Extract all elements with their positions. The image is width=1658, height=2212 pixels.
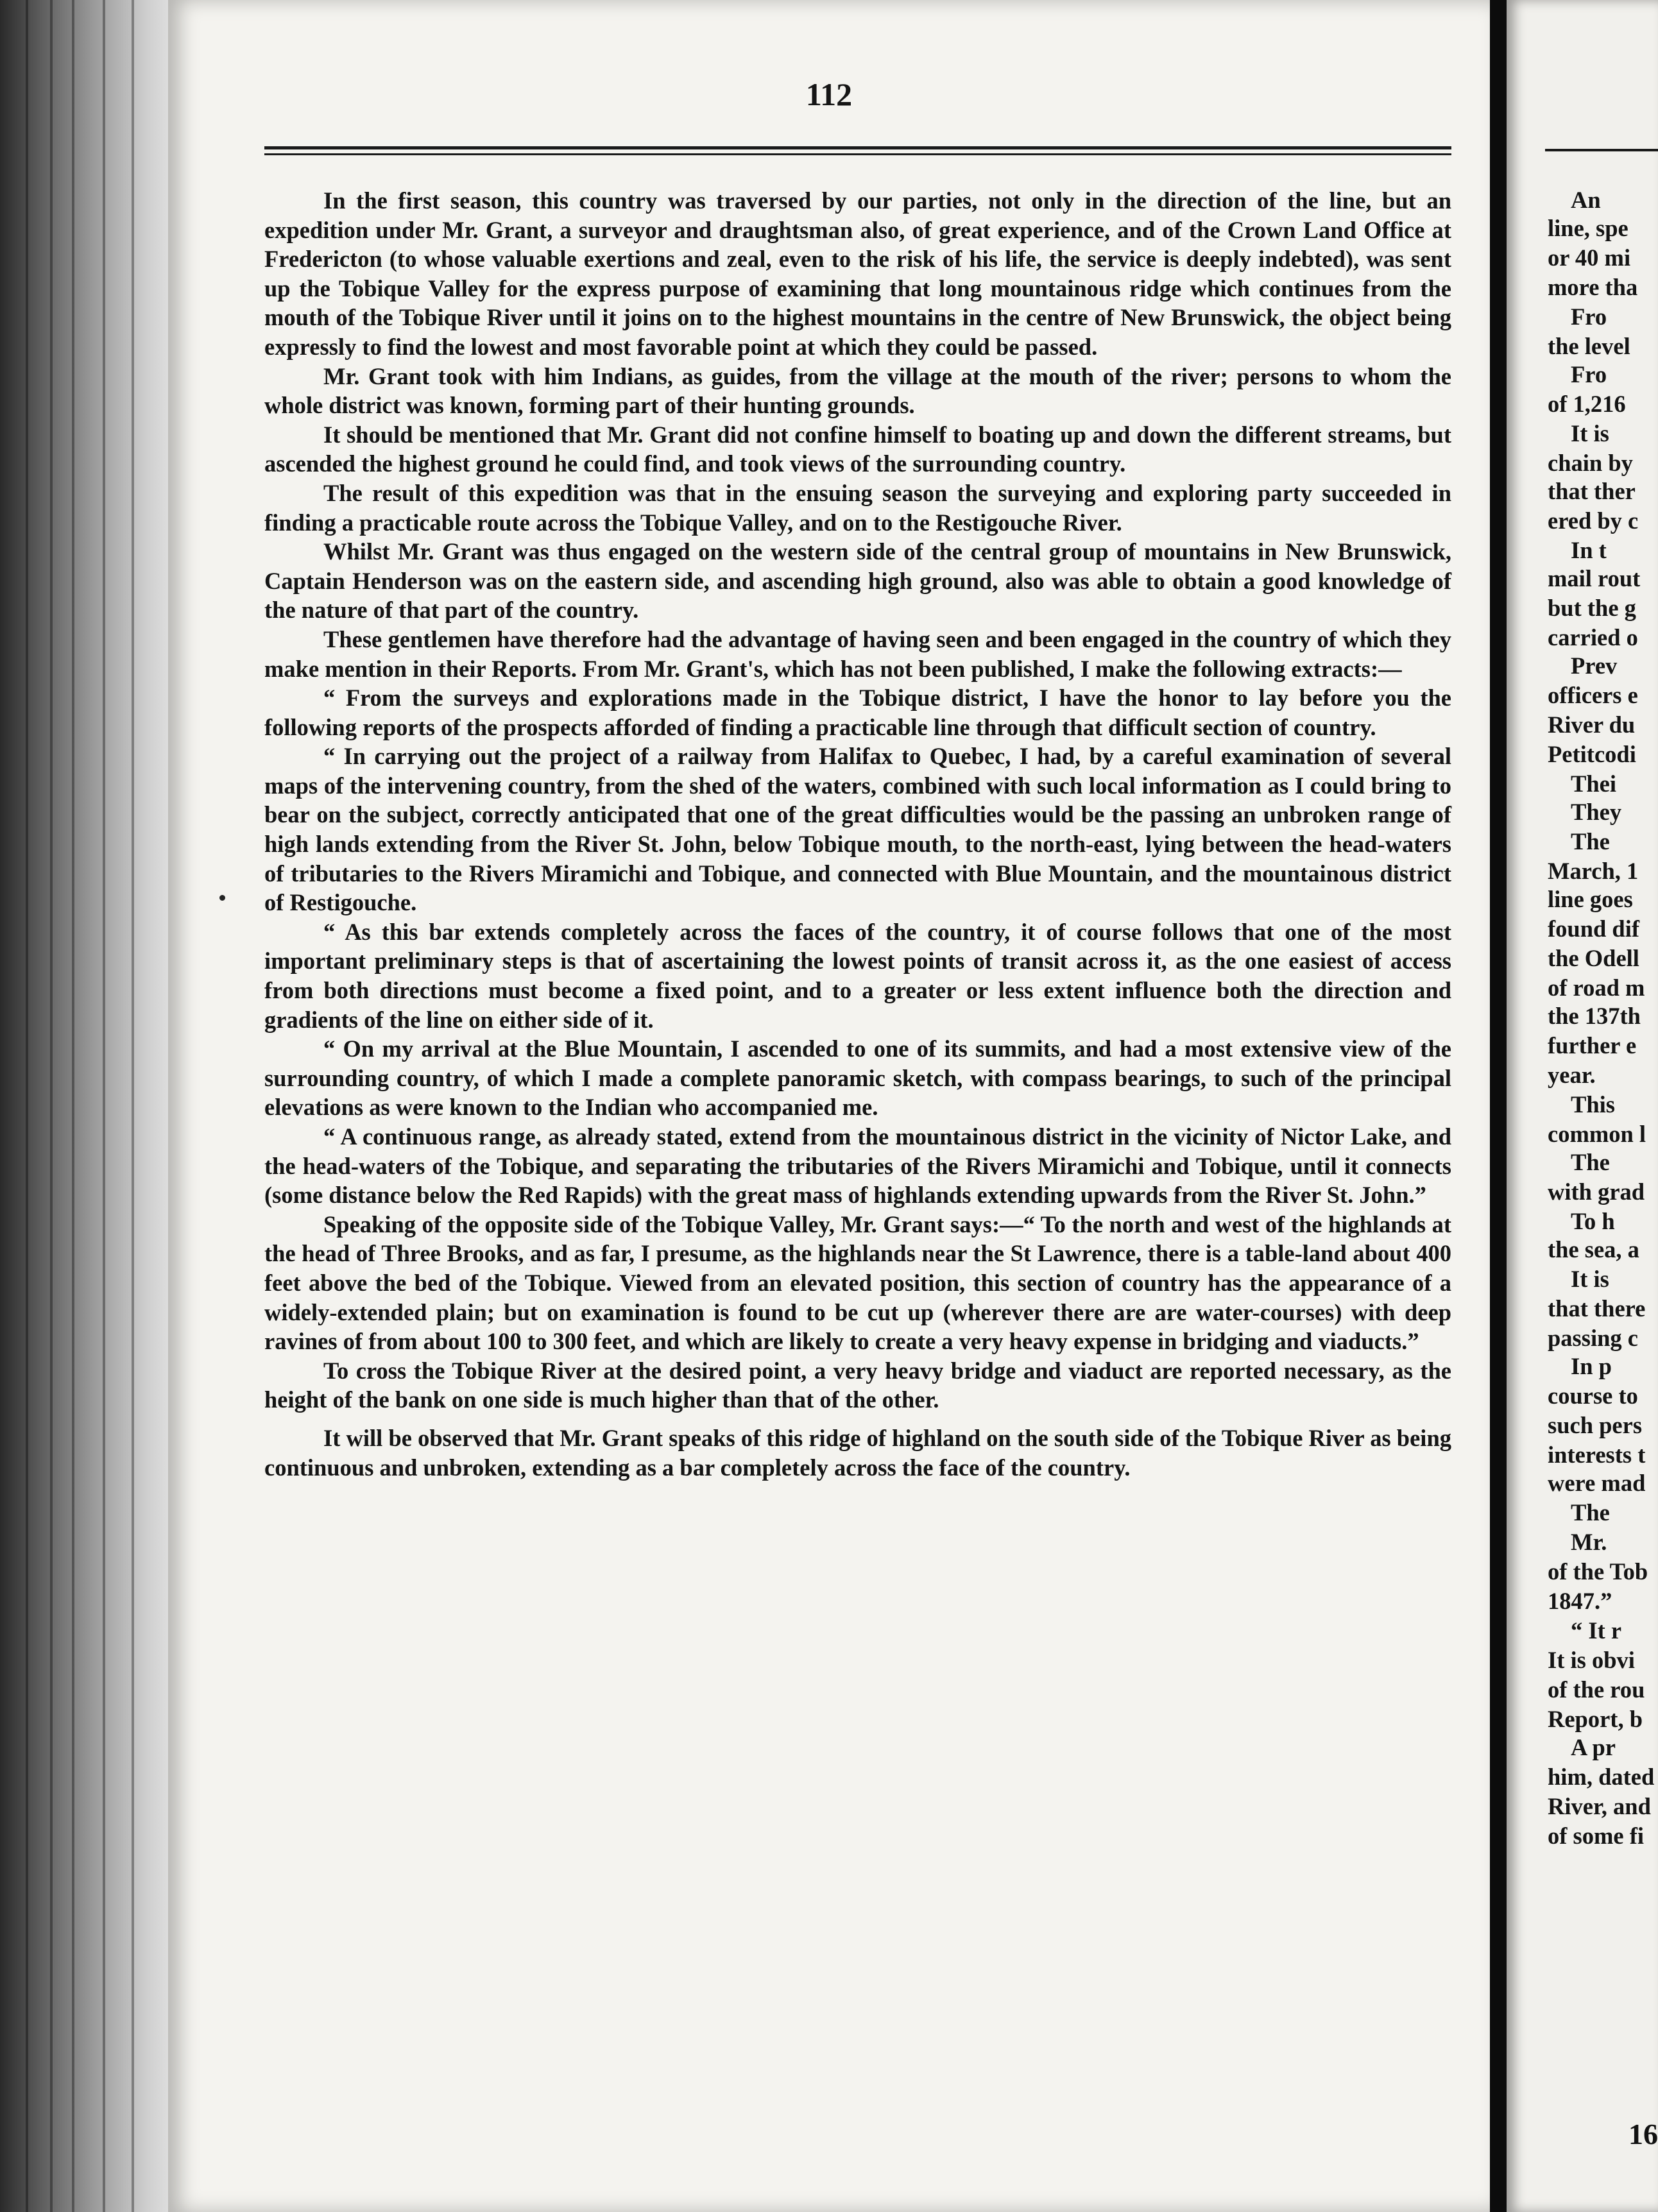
adjacent-page-line: “ It r <box>1571 1617 1622 1644</box>
adjacent-page-line: Mr. <box>1571 1529 1607 1555</box>
adjacent-page-line: carried o <box>1548 624 1638 651</box>
adjacent-page-line: In p <box>1571 1353 1612 1379</box>
adjacent-page-line: course to <box>1548 1382 1638 1409</box>
header-rule-thin <box>264 153 1451 155</box>
adjacent-page-line: or 40 mi <box>1548 244 1631 271</box>
print-speck <box>219 895 225 901</box>
adjacent-page-line: with grad <box>1548 1178 1645 1205</box>
adjacent-page-line: that there <box>1548 1295 1646 1322</box>
paragraph: Whilst Mr. Grant was thus engaged on the western side of the central group of mountains in New Brunswick, Captain Henderson was on the eastern side, and ascending high ground, also was able to obtain a good knowledge of the nature of that part of the country. <box>264 538 1451 624</box>
adjacent-page-line: Prev <box>1571 652 1618 679</box>
adjacent-page-line: further e <box>1548 1032 1637 1059</box>
adjacent-page-line: River, and <box>1548 1793 1651 1819</box>
adjacent-page-line: year. <box>1548 1062 1596 1088</box>
paragraph: These gentlemen have therefore had the advantage of having seen and been engaged in the country of which they make mention in their Reports. From Mr. Grant's, which has not been published, I make the following extracts:— <box>264 625 1451 682</box>
adjacent-page-line: of the rou <box>1548 1676 1645 1703</box>
adjacent-page-line: An <box>1571 187 1601 213</box>
paragraph: Speaking of the opposite side of the Tobique Valley, Mr. Grant says:—“ To the north and west of the highlands at the head of Three Brooks, and as far, I presume, as the highlands near the St Lawrence, there is a table-land about 400 feet above the bed of the Tobique. Viewed from an elevated position, this section of country has the appearance of a widely-extended plain; but on examination is found to be cut up (wherever there are are water-courses) with deep ravines of from about 100 to 300 feet, and which are likely to create a very heavy expense in bridging and viaducts.” <box>264 1211 1451 1355</box>
adjacent-page-line: They <box>1571 799 1622 825</box>
adjacent-page-number: 16 <box>1628 2118 1658 2150</box>
adjacent-page-line: but the g <box>1548 595 1636 621</box>
adjacent-page-line: of some fi <box>1548 1823 1645 1849</box>
adjacent-page-rule <box>1545 149 1658 151</box>
body-text <box>264 186 1451 1482</box>
adjacent-page-line: To h <box>1571 1208 1615 1234</box>
adjacent-page-line: passing c <box>1548 1325 1638 1351</box>
adjacent-page-line: It is obvi <box>1548 1647 1635 1673</box>
paragraph: In the first season, this country was traversed by our parties, not only in the direction of the line, but an expedition under Mr. Grant, a surveyor and draughtsman also, of great experience, and of the Crown Land Office at Fredericton (to whose valuable exertions and zeal, even to the risk of his life, the service is deeply indebted), was sent up the Tobique Valley for the express purpose of examining that long mountainous ridge which continues from the mouth of the Tobique River until it joins on to the highest mountains in the centre of New Brunswick, the object being expressly to find the lowest and most favorable point at which they could be passed. <box>264 187 1451 360</box>
adjacent-page-line: It is <box>1571 1266 1609 1292</box>
paragraph: It will be observed that Mr. Grant speaks of this ridge of highland on the south side of the Tobique River as being continuous and unbroken, extending as a bar completely across the face of the country. <box>264 1424 1451 1481</box>
adjacent-page-line: Fro <box>1571 303 1607 330</box>
paragraph: To cross the Tobique River at the desired point, a very heavy bridge and viaduct are reported necessary, as the height of the bank on one side is much higher than that of the other. <box>264 1357 1451 1413</box>
paragraph: It should be mentioned that Mr. Grant did not confine himself to boating up and down the different streams, but ascended the highest ground he could find, and took views of the surrounding country. <box>264 421 1451 477</box>
adjacent-page-line: It is <box>1571 420 1609 447</box>
adjacent-page-line: of the Tob <box>1548 1558 1648 1585</box>
adjacent-page-line: of road m <box>1548 974 1645 1001</box>
adjacent-page-line: The <box>1571 1149 1610 1175</box>
paragraph: Mr. Grant took with him Indians, as guides, from the village at the mouth of the river; persons to whom the whole district was known, forming part of their hunting grounds. <box>264 362 1451 419</box>
adjacent-page-line: of 1,216 <box>1548 391 1626 417</box>
quote-paragraph: “ As this bar extends completely across the faces of the country, it of course follows that one of the most important preliminary steps is that of ascertaining the lowest points of transit across it, as the one easiest of access from both directions must become a fixed point, and to a greater or less extent influence both the direction and gradients of the line on either side of it. <box>264 918 1451 1033</box>
adjacent-page-line: Thei <box>1571 770 1616 797</box>
adjacent-page-line: the 137th <box>1548 1003 1641 1029</box>
adjacent-page-line: The <box>1571 828 1610 855</box>
adjacent-page-line: common l <box>1548 1121 1646 1147</box>
adjacent-page-line: the level <box>1548 333 1630 359</box>
adjacent-page-line: The <box>1571 1499 1610 1526</box>
quote-paragraph: “ From the surveys and explorations made in the Tobique district, I have the honor to lay before you the following reports of the prospects afforded of finding a practicable line through that difficult section of country. <box>264 685 1451 740</box>
adjacent-page-line: Report, b <box>1548 1706 1643 1732</box>
adjacent-page-line: ered by c <box>1548 507 1639 534</box>
adjacent-page-line: In t <box>1571 537 1607 563</box>
adjacent-page-line: were mad <box>1548 1470 1646 1496</box>
header-rule-thick <box>264 146 1451 149</box>
quote-paragraph: “ A continuous range, as already stated, extend from the mountainous district in the vicinity of Nictor Lake, and the head-waters of the Tobique, and separating the tributaries of the Rivers Miramichi and Tobique, until it connects (some distance below the Red Rapids) with the great mass of highlands extending upwards from the River St. John.” <box>264 1123 1451 1209</box>
page-112 <box>168 0 1490 2212</box>
adjacent-page-line: Petitcodi <box>1548 741 1636 767</box>
book-spine-shadow <box>1490 0 1507 2212</box>
adjacent-page-line: such pers <box>1548 1412 1643 1438</box>
adjacent-page-line: Fro <box>1571 361 1607 387</box>
adjacent-page-line: line, spe <box>1548 215 1628 241</box>
quote-paragraph: “ In carrying out the project of a railway from Halifax to Quebec, I had, by a careful examination of several maps of the intervening country, from the shed of the waters, combined with such local information as I could bring to bear on the subject, correctly anticipated that one of the great difficulties would be the passing an unbroken range of high lands extending from the River St. John, below Tobique mouth, to the north-east, lying between the head-waters of tributaries to the Rivers Miramichi and Tobique, and connected with Blue Mountain, and the mountainous district of Restigouche. <box>264 743 1451 916</box>
adjacent-page-fragment <box>1507 0 1658 2212</box>
adjacent-page-line: more tha <box>1548 274 1638 300</box>
adjacent-page-line: River du <box>1548 711 1636 738</box>
quote-paragraph: “ On my arrival at the Blue Mountain, I ascended to one of its summits, and had a most extensive view of the surrounding country, of which I made a complete panoramic sketch, with compass bearings, to such of the principal elevations as were known to the Indian who accompanied me. <box>264 1035 1451 1121</box>
adjacent-page-line: interests t <box>1548 1442 1646 1468</box>
adjacent-page-line: line goes <box>1548 886 1633 912</box>
book-gutter-left <box>0 0 186 2212</box>
page-number: 112 <box>805 76 853 112</box>
adjacent-page-line: that ther <box>1548 478 1636 504</box>
adjacent-page-line: This <box>1571 1091 1615 1118</box>
adjacent-page-line: chain by <box>1548 450 1633 476</box>
adjacent-page-line: 1847.” <box>1548 1588 1612 1614</box>
adjacent-page-line: March, 1 <box>1548 858 1639 884</box>
adjacent-page-line: found dif <box>1548 915 1640 942</box>
adjacent-page-line: mail rout <box>1548 565 1641 591</box>
adjacent-page-line: officers e <box>1548 682 1638 708</box>
paragraph: The result of this expedition was that in the ensuing season the surveying and exploring party succeeded in finding a practicable route across the Tobique Valley, and on to the Restigouche River. <box>264 479 1451 536</box>
adjacent-page-line: the Odell <box>1548 945 1639 971</box>
adjacent-page-line: the sea, a <box>1548 1236 1639 1263</box>
adjacent-page-line: A pr <box>1571 1734 1616 1760</box>
adjacent-page-line: him, dated <box>1548 1764 1655 1790</box>
